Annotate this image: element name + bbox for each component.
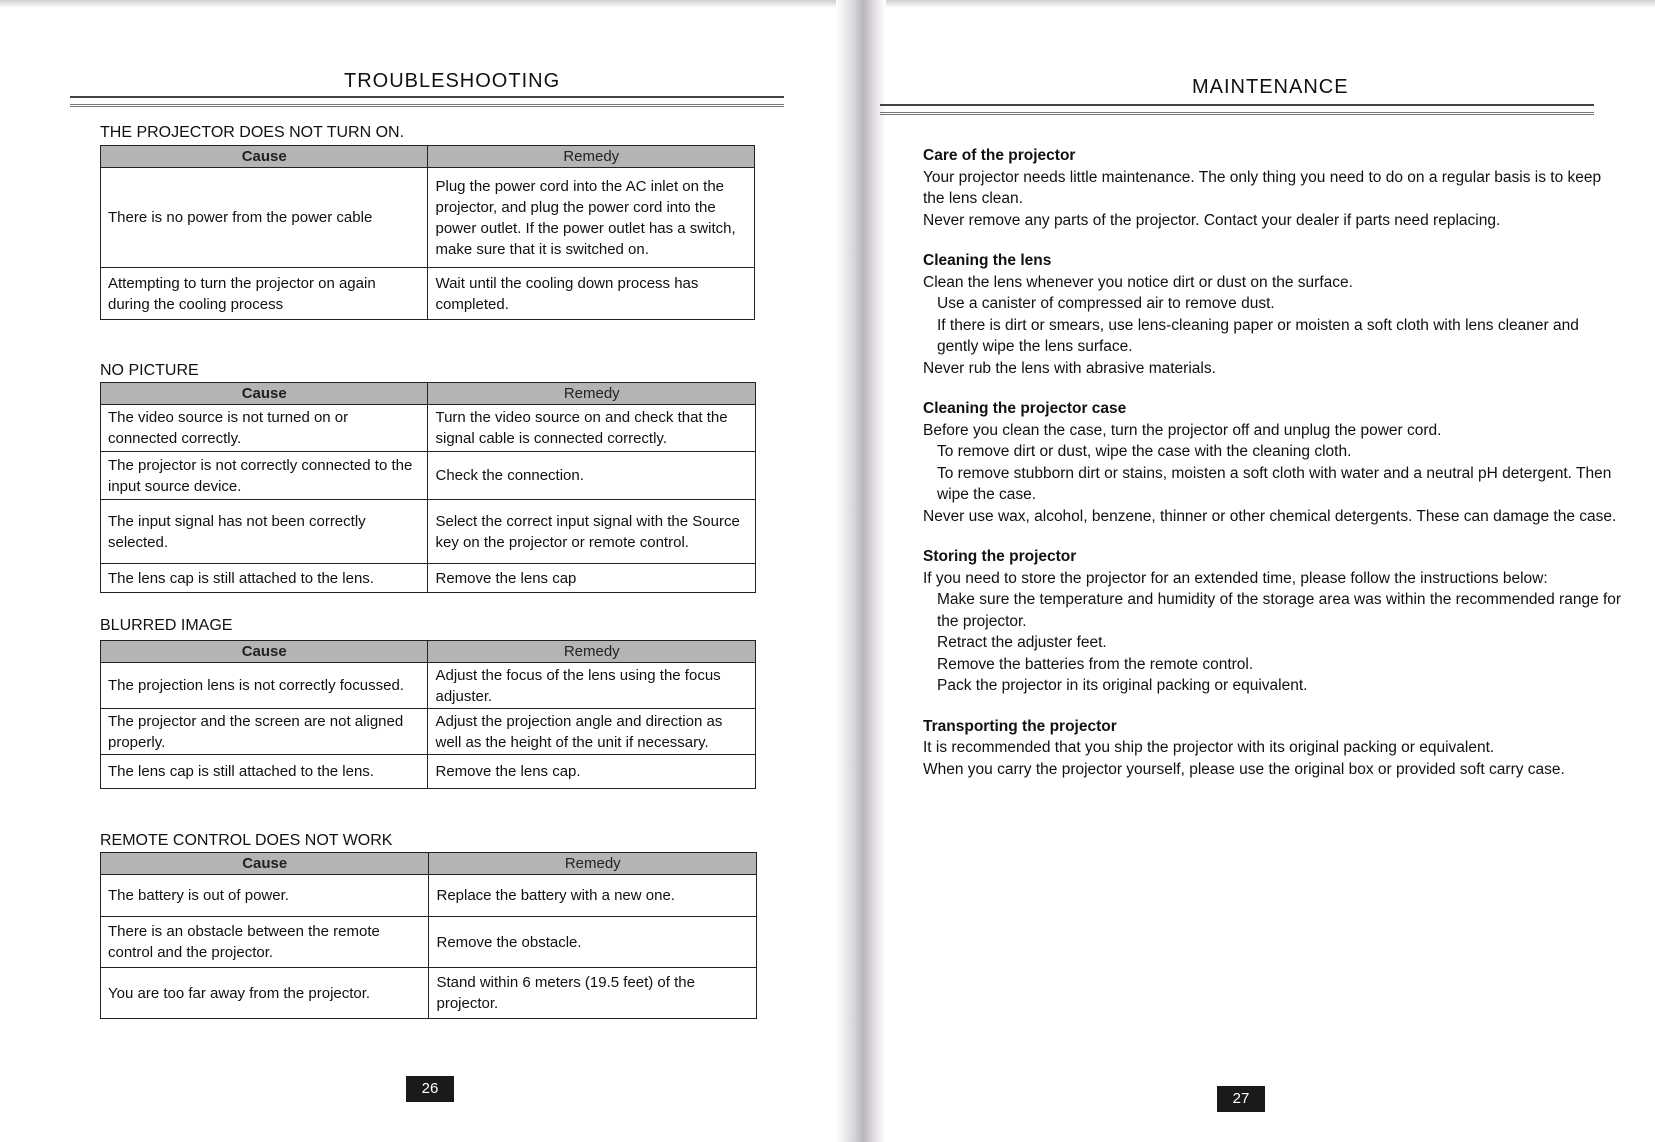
cause-cell: The projector and the screen are not aligned properly. <box>101 709 428 755</box>
remedy-cell: Select the correct input signal with the Source key on the projector or remote control. <box>428 500 756 564</box>
scan-edge-shadow <box>0 0 1655 8</box>
book-spine-shadow <box>836 0 886 1142</box>
remedy-cell: Remove the lens cap <box>428 564 756 593</box>
paragraph: Never rub the lens with abrasive materials. <box>923 359 1216 377</box>
remedy-cell: Remove the obstacle. <box>429 917 757 968</box>
table-row <box>101 917 757 968</box>
section-heading: THE PROJECTOR DOES NOT TURN ON. <box>100 124 405 141</box>
cause-header: Cause <box>101 146 428 168</box>
remedy-cell: Wait until the cooling down process has completed. <box>428 268 755 320</box>
page-title-maintenance: MAINTENANCE <box>1192 76 1349 98</box>
page-title-troubleshooting: TROUBLESHOOTING <box>344 70 561 92</box>
cause-cell: Attempting to turn the projector on again during the cooling process <box>101 268 428 320</box>
maintenance-body <box>923 145 1623 799</box>
remedy-header: Remedy <box>429 853 757 875</box>
table-row <box>101 452 756 500</box>
remedy-cell: Stand within 6 meters (19.5 feet) of the projector. <box>429 968 757 1019</box>
table-header-row <box>101 853 757 875</box>
paragraph: If you need to store the projector for an extended time, please follow the instructions below: <box>923 569 1548 587</box>
table-row <box>101 564 756 593</box>
table-row <box>101 968 757 1019</box>
paragraph: Clean the lens whenever you notice dirt or dust on the surface. <box>923 273 1353 291</box>
page-number: 26 <box>406 1076 454 1102</box>
paragraph: Before you clean the case, turn the projector off and unplug the power cord. <box>923 421 1442 439</box>
maintenance-section <box>923 716 1623 781</box>
maintenance-section <box>923 145 1623 231</box>
remedy-cell: Turn the video source on and check that the signal cable is connected correctly. <box>428 405 756 452</box>
section-heading: BLURRED IMAGE <box>100 617 233 634</box>
table-row <box>101 405 756 452</box>
section-heading: Storing the projector <box>923 548 1077 565</box>
table-row <box>101 755 756 789</box>
table-header-row <box>101 383 756 405</box>
list-item: To remove stubborn dirt or stains, moisten a soft cloth with water and a neutral pH detergent. Then wipe the case. <box>937 464 1612 503</box>
list-item: Pack the projector in its original packing or equivalent. <box>937 677 1308 694</box>
cause-cell: The input signal has not been correctly selected. <box>101 500 428 564</box>
remedy-cell: Plug the power cord into the AC inlet on the projector, and plug the power cord into the power outlet. If the power outlet has a switch, make sure that it is switched on. <box>428 168 755 268</box>
cause-cell: You are too far away from the projector. <box>101 968 429 1019</box>
table-row <box>101 500 756 564</box>
list-item: If there is dirt or smears, use lens-cleaning paper or moisten a soft cloth with lens cleaner and gently wipe the lens surface. <box>937 316 1579 355</box>
table-row <box>101 168 755 268</box>
cause-cell: There is no power from the power cable <box>101 168 428 268</box>
section-heading: Transporting the projector <box>923 717 1117 735</box>
table-row <box>101 663 756 709</box>
table-row <box>101 875 757 917</box>
section-heading: Cleaning the projector case <box>923 400 1127 417</box>
paragraph: Never use wax, alcohol, benzene, thinner or other chemical detergents. These can damage the case. <box>923 507 1617 525</box>
title-rule <box>70 96 784 107</box>
maintenance-section <box>923 546 1623 697</box>
maintenance-section <box>923 398 1623 527</box>
cause-header: Cause <box>101 853 429 875</box>
cause-cell: The battery is out of power. <box>101 875 429 917</box>
cause-cell: The projector is not correctly connected to the input source device. <box>101 452 428 500</box>
list-item: Make sure the temperature and humidity of the storage area was within the recommended range for the projector. <box>937 591 1622 630</box>
cause-header: Cause <box>101 641 428 663</box>
cause-cell: There is an obstacle between the remote control and the projector. <box>101 917 429 968</box>
table-header-row <box>101 146 755 168</box>
troubleshooting-table <box>100 640 756 789</box>
troubleshooting-table <box>100 852 757 1019</box>
title-rule <box>880 104 1594 115</box>
table-row <box>101 709 756 755</box>
remedy-cell: Adjust the projection angle and direction as well as the height of the unit if necessary. <box>428 709 756 755</box>
cause-cell: The video source is not turned on or connected correctly. <box>101 405 428 452</box>
cause-header: Cause <box>101 383 428 405</box>
cause-cell: The lens cap is still attached to the lens. <box>101 564 428 593</box>
section-heading: NO PICTURE <box>100 362 199 379</box>
remedy-cell: Remove the lens cap. <box>428 755 756 789</box>
cause-cell: The projection lens is not correctly focussed. <box>101 663 428 709</box>
cause-cell: The lens cap is still attached to the lens. <box>101 755 428 789</box>
paragraph: Never remove any parts of the projector. Contact your dealer if parts need replacing. <box>923 211 1501 229</box>
list-item: Use a canister of compressed air to remove dust. <box>937 295 1275 312</box>
table-row <box>101 268 755 320</box>
remedy-cell: Adjust the focus of the lens using the focus adjuster. <box>428 663 756 709</box>
list-item: Retract the adjuster feet. <box>937 634 1107 651</box>
section-heading: REMOTE CONTROL DOES NOT WORK <box>100 832 393 849</box>
paragraph: Your projector needs little maintenance. The only thing you need to do on a regular basis is to keep the lens clean. <box>923 168 1602 207</box>
troubleshooting-table <box>100 145 755 320</box>
remedy-header: Remedy <box>428 383 756 405</box>
remedy-header: Remedy <box>428 146 755 168</box>
section-heading: Cleaning the lens <box>923 252 1052 269</box>
list-item: Remove the batteries from the remote control. <box>937 655 1254 673</box>
troubleshooting-table <box>100 382 756 593</box>
remedy-header: Remedy <box>428 641 756 663</box>
maintenance-section <box>923 250 1623 379</box>
remedy-cell: Check the connection. <box>428 452 756 500</box>
paragraph: It is recommended that you ship the projector with its original packing or equivalent. <box>923 739 1495 756</box>
list-item: To remove dirt or dust, wipe the case with the cleaning cloth. <box>937 443 1352 460</box>
remedy-cell: Replace the battery with a new one. <box>429 875 757 917</box>
table-header-row <box>101 641 756 663</box>
paragraph: When you carry the projector yourself, please use the original box or provided soft carry case. <box>923 760 1565 778</box>
section-heading: Care of the projector <box>923 147 1076 164</box>
page-number: 27 <box>1217 1086 1265 1112</box>
